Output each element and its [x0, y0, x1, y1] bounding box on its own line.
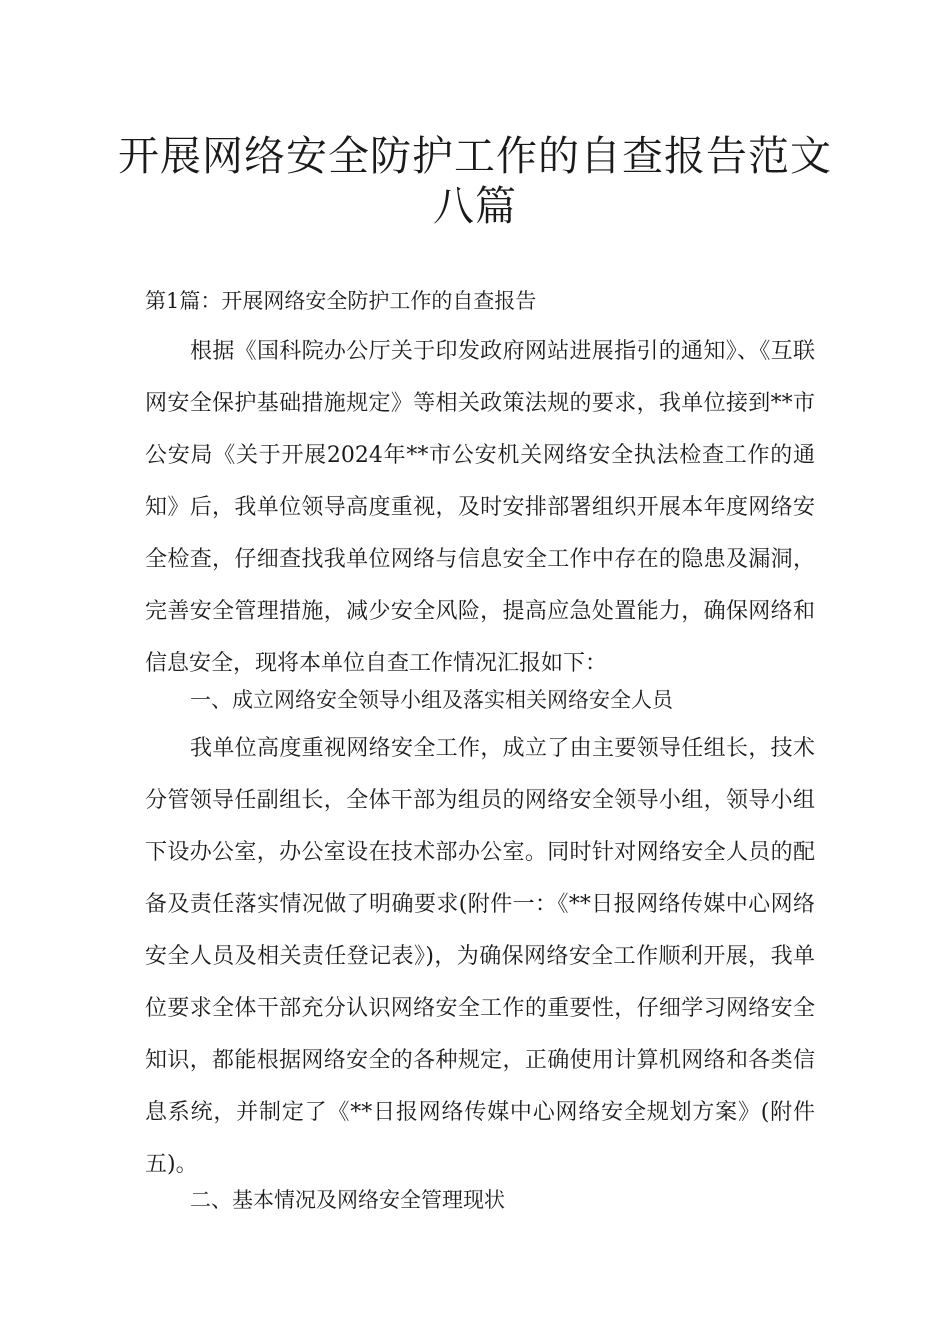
section-label: 第1篇：开展网络安全防护工作的自查报告: [145, 289, 537, 313]
paragraph-2: 我单位高度重视网络安全工作，成立了由主要领导任组长，技术分管领导任副组长，全体干部为组员的网络安全领导小组，领导小组下设办公室，办公室设在技术部办公室。同时针对网络安全人员的配备及责任落实情况做了明确要求(附件一：《**日报网络传媒中心网络安全人员及相关责任登记表》)，为确保网络安全工作顺利开展，我单位要求全体干部充分认识网络安全工作的重要性，仔细学习网络安全知识，都能根据网络安全的各种规定，正确使用计算机网络和各类信息系统，并制定了《**日报网络传媒中心网络安全规划方案》(附件五)。: [145, 736, 815, 1177]
section-heading-2: 二、基本情况及网络安全管理现状: [190, 1188, 505, 1212]
section-heading-1: 一、成立网络安全领导小组及落实相关网络安全人员: [190, 688, 673, 712]
paragraph-1: 根据《国科院办公厅关于印发政府网站进展指引的通知》、《互联网安全保护基础措施规定》等相关政策法规的要求，我单位接到**市公安局《关于开展2024年**市公安机关网络安全执法检查工作的通知》后，我单位领导高度重视，及时安排部署组织开展本年度网络安全检查，仔细查找我单位网络与信息安全工作中存在的隐患及漏洞，完善安全管理措施，减少安全风险，提高应急处置能力，确保网络和信息安全，现将本单位自查工作情况汇报如下：: [145, 339, 815, 676]
document-title-line2: 八篇: [433, 182, 517, 230]
document-title-line1: 开展网络安全防护工作的自查报告范文: [118, 132, 832, 180]
